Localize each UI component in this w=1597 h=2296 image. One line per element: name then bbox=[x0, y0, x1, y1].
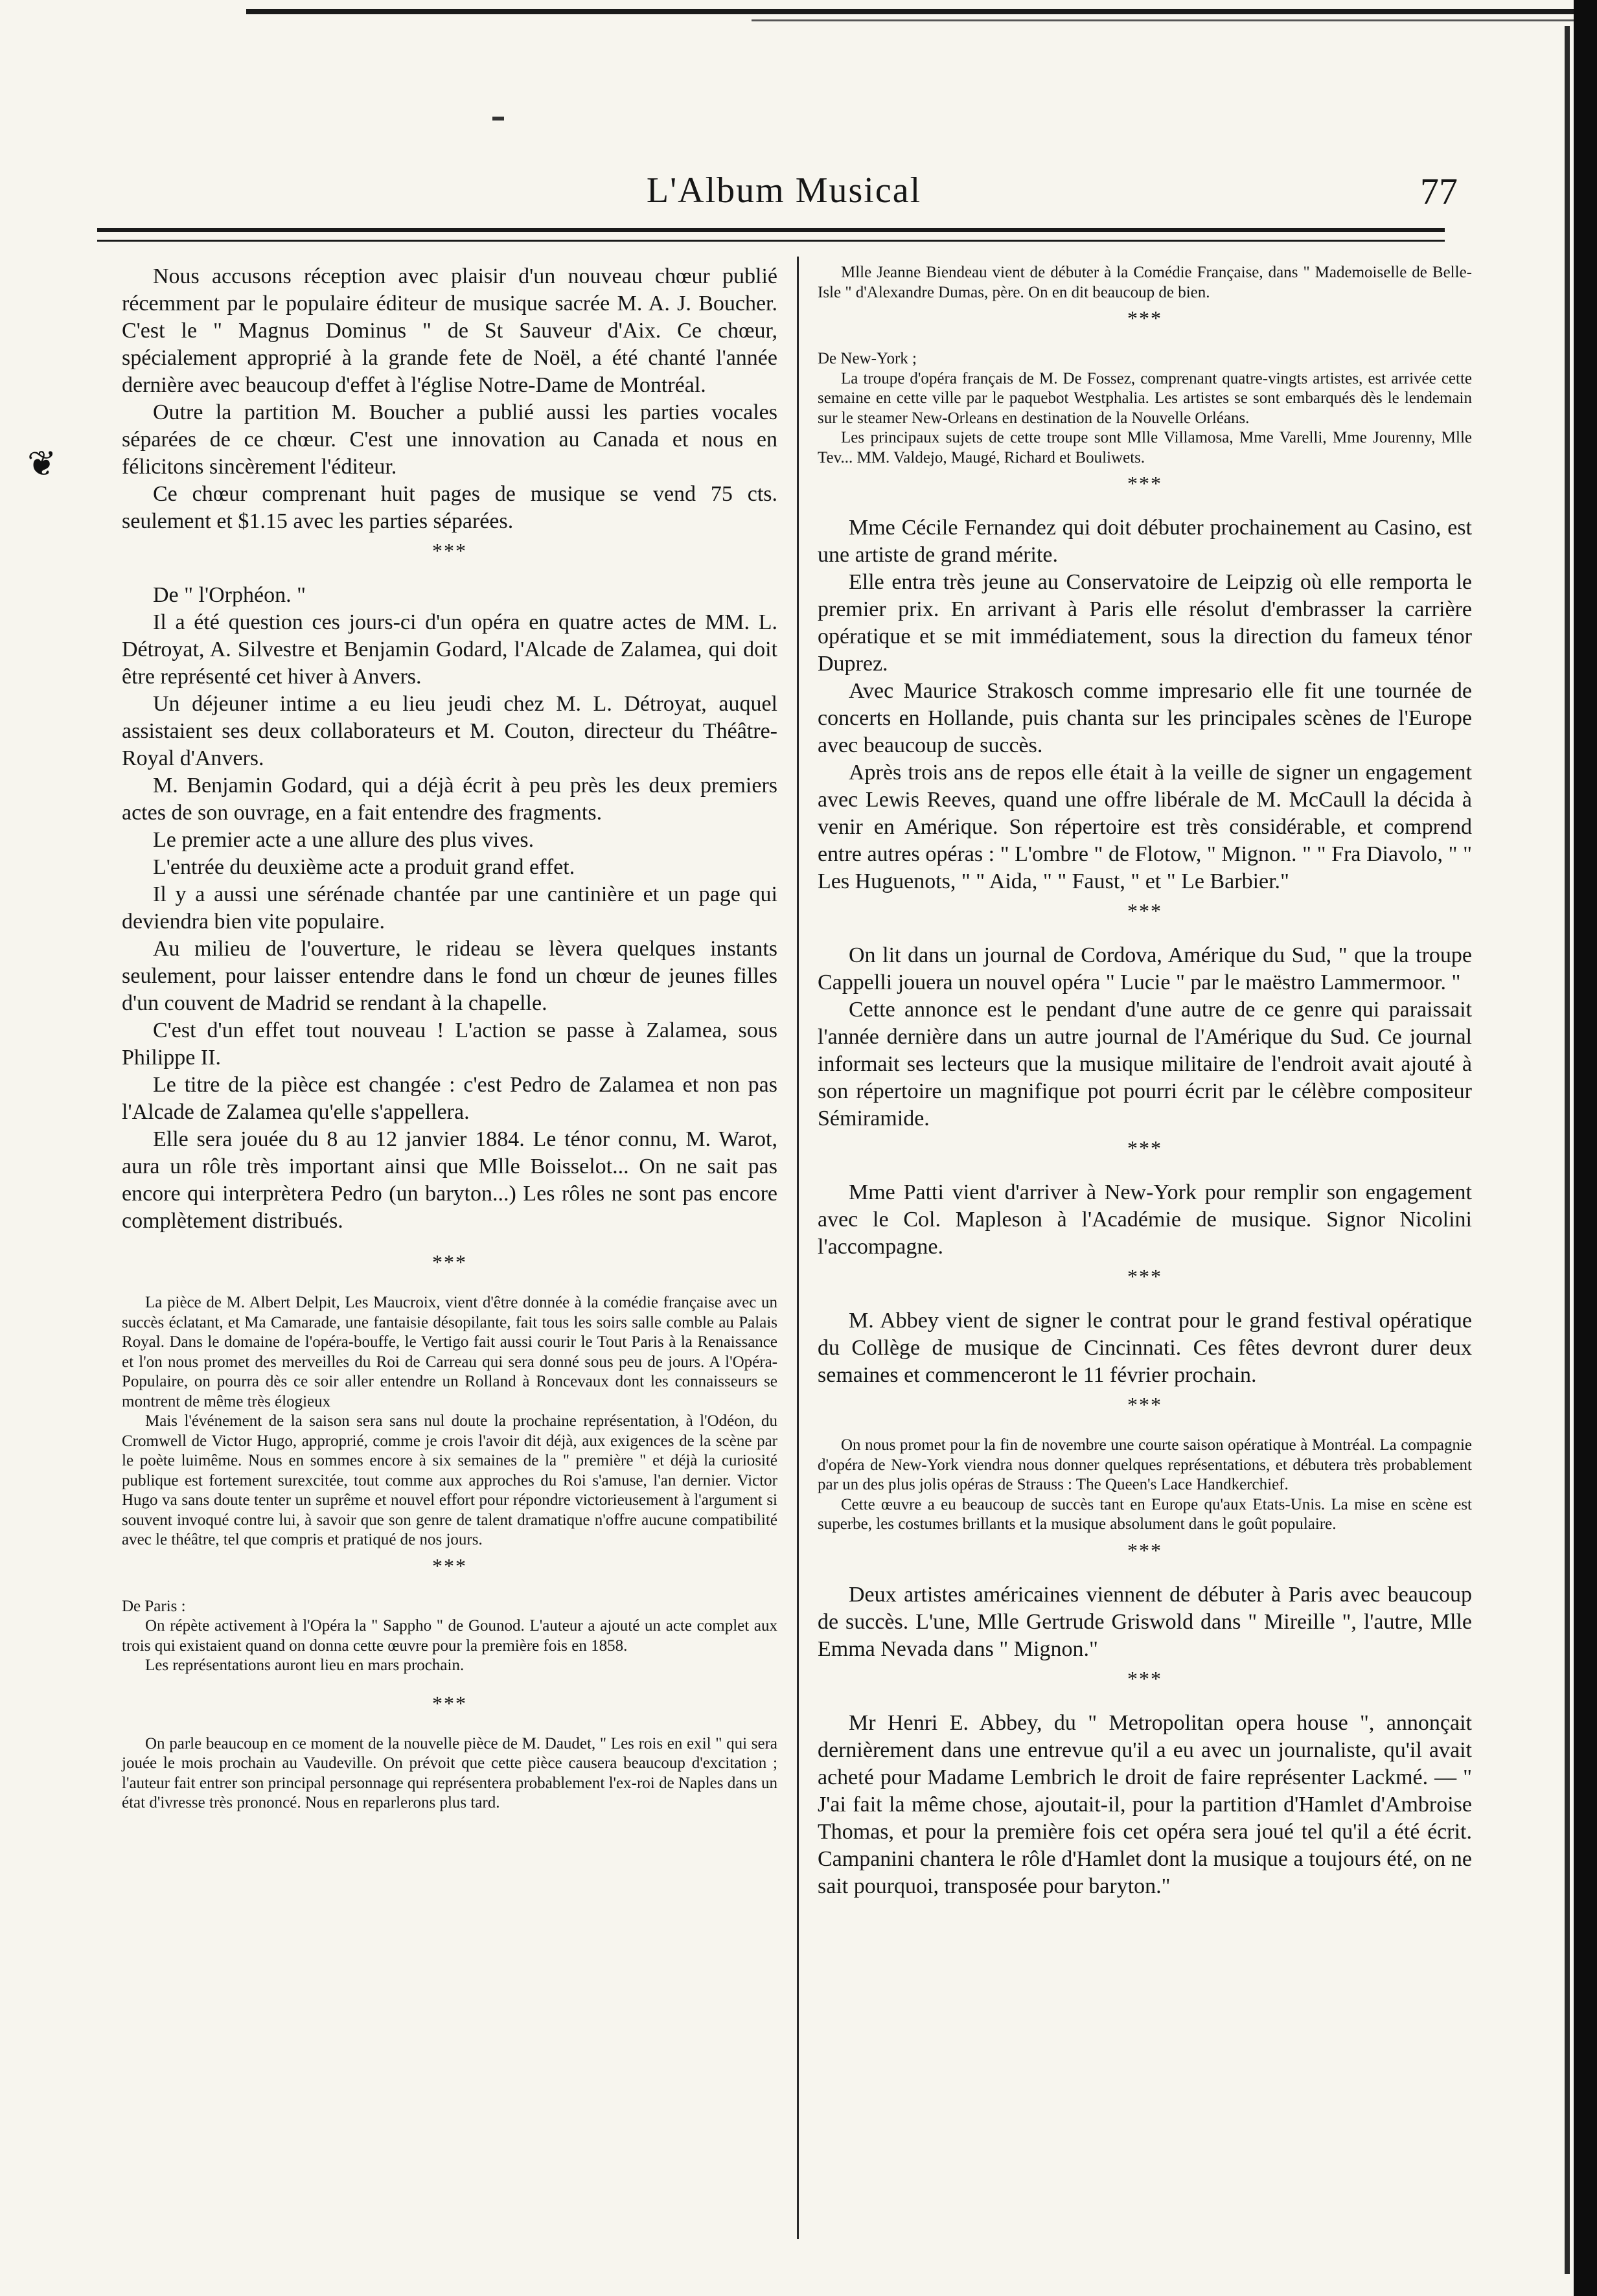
news-item: La troupe d'opéra français de M. De Fossez, comprenant quatre-vingts artistes, est arrivée cette semaine en cette ville par le paquebot Westphalia. Les artistes se sont embarqués dès le lendemain sur le steamer New-Orleans en destination de la Nouvelle Orléans. bbox=[818, 369, 1472, 427]
news-item: Les principaux sujets de cette troupe sont Mlle Villamosa, Mme Varelli, Mme Jourenny, Mlle Tev... MM. Valdejo, Maugé, Richard et Bouliwets. bbox=[818, 429, 1472, 466]
article-paragraph: Elle entra très jeune au Conservatoire de Leipzig où elle remporta le premier prix. En arrivant à Paris elle résolut d'embrasser la carrière opératique et se mit immédiatement, sous la direction du fameux ténor Duprez. bbox=[818, 570, 1472, 676]
article-paragraph: Le titre de la pièce est changée : c'est Pedro de Zalamea et non pas l'Alcade de Zalamea qu'elle s'appellera. bbox=[122, 1073, 777, 1124]
right-column bbox=[818, 263, 1472, 1900]
section-separator: *** bbox=[1127, 306, 1162, 330]
article-paragraph: Il a été question ces jours-ci d'un opéra en quatre actes de MM. L. Détroyat, A. Silvestre et Benjamin Godard, l'Alcade de Zalamea, qui doit être représenté cet hiver à Anvers. bbox=[122, 610, 777, 689]
article-paragraph: Mme Patti vient d'arriver à New-York pour remplir son engagement avec le Col. Mapleson à l'Académie de musique. Signor Nicolini l'accompagne. bbox=[818, 1180, 1472, 1259]
section-separator: *** bbox=[1127, 1666, 1162, 1690]
section-separator: *** bbox=[432, 539, 467, 562]
article-paragraph: C'est d'un effet tout nouveau ! L'action se passe à Zalamea, sous Philippe II. bbox=[122, 1018, 777, 1070]
column-divider bbox=[797, 257, 799, 2239]
section-separator: *** bbox=[1127, 472, 1162, 495]
section-separator: *** bbox=[1127, 1136, 1162, 1160]
article-paragraph: Outre la partition M. Boucher a publié aussi les parties vocales séparées de ce chœur. C'est une innovation au Canada et nous en félicitons sincèrement l'éditeur. bbox=[122, 400, 777, 479]
news-item: On parle beaucoup en ce moment de la nouvelle pièce de M. Daudet, " Les rois en exil " qui sera jouée le mois prochain au Vaudeville. On prévoit que cette pièce causera beaucoup d'excitation ; l'auteur fait entrer son principal personnage qui représentera probablement l'ex-roi de Naples dans un état d'ivresse très prononcé. Nous en reparlerons plus tard. bbox=[122, 1734, 777, 1811]
section-separator: *** bbox=[1127, 899, 1162, 923]
left-column bbox=[122, 263, 777, 1813]
news-item: Cette œuvre a eu beaucoup de succès tant en Europe qu'aux Etats-Unis. La mise en scène est superbe, les costumes brillants et la musique absolument dans le goût populaire. bbox=[818, 1495, 1472, 1533]
article-paragraph: Elle sera jouée du 8 au 12 janvier 1884. Le ténor connu, M. Warot, aura un rôle très important ainsi que Mlle Boisselot... On ne sait pas encore qui interprètera Pedro (un baryton...) Les rôles ne sont pas encore complètement distribués. bbox=[122, 1127, 777, 1233]
section-separator: *** bbox=[1127, 1538, 1162, 1562]
article-paragraph: Mme Cécile Fernandez qui doit débuter prochainement au Casino, est une artiste de grand mérite. bbox=[818, 516, 1472, 567]
article-paragraph: Avec Maurice Strakosch comme impresario elle fit une tournée de concerts en Hollande, puis chanta sur les principales scènes de l'Europe avec beaucoup de succès. bbox=[818, 679, 1472, 757]
article-paragraph: Cette annonce est le pendant d'une autre de ce genre qui paraissait l'année dernière dans un autre journal de l'Amérique du Sud. Ce journal informait ses lecteurs que la musique militaire de l'endroit avait ajouté à son répertoire un magnifique pot pourri écrit par le célèbre compositeur Sémiramide. bbox=[818, 998, 1472, 1131]
article-paragraph: Mr Henri E. Abbey, du " Metropolitan opera house ", annonçait dernièrement dans une entrevue qu'il a eu avec un journaliste, qu'il avait acheté pour Madame Lembrich le droit de faire représenter Lackmé. — " J'ai fait la même chose, ajoutait-il, pour la partition d'Hamlet d'Ambroise Thomas, et pour la première fois cet opéra sera joué tel qu'il a été écrit. Campanini chantera le rôle d'Hamlet dont la musique a toujours été, on ne sait pourquoi, transposée pour baryton." bbox=[818, 1710, 1472, 1898]
scan-artifact-dash bbox=[492, 117, 504, 121]
section-separator: *** bbox=[432, 1250, 467, 1274]
article-paragraph: Après trois ans de repos elle était à la veille de signer un engagement avec Lewis Reeves, quand une offre libérale de M. McCaull la décida à venir en Amérique. Son répertoire est très considérable, et comprend entre autres opéras : " L'ombre " de Flotow, " Mignon. " " Fra Diavolo, " " Les Huguenots, " " Aida, " " Faust, " et " Le Barbier." bbox=[818, 761, 1472, 893]
header-rule-thin bbox=[97, 240, 1445, 242]
article-paragraph: Ce chœur comprenant huit pages de musique se vend 75 cts. seulement et $1.15 avec les parties séparées. bbox=[122, 482, 777, 533]
header-rule-thick bbox=[97, 228, 1445, 232]
section-separator: *** bbox=[432, 1691, 467, 1715]
scan-artifact-top bbox=[246, 9, 1574, 14]
news-item: On nous promet pour la fin de novembre une courte saison opératique à Montréal. La compagnie d'opéra de New-York viendra nous donner quelques représentations, et débutera très probablement par un des plus jolis opéras de Strauss : The Queen's Lace Handkerchief. bbox=[818, 1436, 1472, 1493]
article-paragraph: M. Benjamin Godard, qui a déjà écrit à peu près les deux premiers actes de son ouvrage, en a fait entendre des fragments. bbox=[122, 774, 777, 825]
article-paragraph: M. Abbey vient de signer le contrat pour le grand festival opératique du Collège de musique de Cincinnati. Ces fêtes devront durer deux semaines et commenceront le 11 février prochain. bbox=[818, 1309, 1472, 1387]
news-item: Les représentations auront lieu en mars prochain. bbox=[145, 1657, 465, 1674]
section-separator: *** bbox=[1127, 1265, 1162, 1288]
article-paragraph: Un déjeuner intime a eu lieu jeudi chez M. L. Détroyat, auquel assistaient ses deux collaborateurs et M. Couton, directeur du Théâtre-Royal d'Anvers. bbox=[122, 692, 777, 770]
page-number: 77 bbox=[1420, 170, 1458, 212]
article-paragraph: Nous accusons réception avec plaisir d'un nouveau chœur publié récemment par le populaire éditeur de musique sacrée M. A. J. Boucher. C'est le " Magnus Dominus " de St Sauveur d'Aix. Ce chœur, spécialement approprié à la grande fete de Noël, a été chanté l'année dernière avec beaucoup d'effet à l'église Notre-Dame de Montréal. bbox=[122, 264, 777, 397]
article-paragraph: Il y a aussi une sérénade chantée par une cantinière et un page qui deviendra bien vite populaire. bbox=[122, 882, 777, 934]
news-item: Mais l'événement de la saison sera sans nul doute la prochaine représentation, à l'Odéon, du Cromwell de Victor Hugo, approprié, comme je crois l'avoir dit déjà, aux exigences de la scène par le poète luimême. Nous en sommes encore à six semaines de la " première " et déjà la curiosité publique est fortement surexcitée, tout comme aux approches du Roi s'amuse, l'an dernier. Victor Hugo va sans doute tenter un suprême et nouvel effort pour répondre victorieusement à l'argument si souvent invoqué contre lui, à savoir que son genre de talent dramatique n'offre aucune compatibilité avec le théâtre, tel que compris et pratiqué de nos jours. bbox=[122, 1412, 777, 1548]
section-separator: *** bbox=[432, 1554, 467, 1578]
scan-artifact-top-thin bbox=[752, 19, 1574, 21]
journal-title: L'Album Musical bbox=[646, 170, 922, 211]
article-paragraph: Le premier acte a une allure des plus vives. bbox=[153, 828, 534, 852]
news-item: Mlle Jeanne Biendeau vient de débuter à la Comédie Française, dans " Mademoiselle de Belle-Isle " d'Alexandre Dumas, père. On en dit beaucoup de bien. bbox=[818, 264, 1472, 301]
margin-mark-icon: ❦ bbox=[27, 443, 57, 484]
section-separator: *** bbox=[1127, 1393, 1162, 1416]
source-label: De " l'Orphéon. " bbox=[153, 583, 306, 607]
news-item: On répète activement à l'Opéra la " Sappho " de Gounod. L'auteur a ajouté un acte complet aux trois qui existaient quand on donna cette œuvre pour la première fois en 1858. bbox=[122, 1617, 777, 1655]
source-label: De New-York ; bbox=[818, 350, 917, 367]
article-paragraph: Au milieu de l'ouverture, le rideau se lèvera quelques instants seulement, pour laisser entendre dans le fond un chœur de jeunes filles d'un couvent de Madrid se rendant à la chapelle. bbox=[122, 937, 777, 1015]
news-item: La pièce de M. Albert Delpit, Les Maucroix, vient d'être donnée à la comédie française avec un succès éclatant, et Ma Camarade, une fantaisie désopilante, fait tous les soirs salle comble au Palais Royal. Dans le domaine de l'opéra-bouffe, le Vertigo fait aussi courir le Tout Paris à la Renaissance et l'on nous promet des merveilles du Roi de Carreau qui sera donné sous peu de jours. A l'Opéra-Populaire, on pourra dès ce soir aller entendre un Rolland à Roncevaux dont les connaisseurs se montrent de même très élogieux bbox=[122, 1294, 777, 1410]
article-paragraph: L'entrée du deuxième acte a produit grand effet. bbox=[153, 855, 575, 879]
article-paragraph: Deux artistes américaines viennent de débuter à Paris avec beaucoup de succès. L'une, Mlle Gertrude Griswold dans " Mireille ", l'autre, Mlle Emma Nevada dans " Mignon." bbox=[818, 1582, 1472, 1661]
article-paragraph: On lit dans un journal de Cordova, Amérique du Sud, " que la troupe Cappelli jouera un nouvel opéra " Lucie " par le maëstro Lammermoor. " bbox=[818, 943, 1472, 994]
page-header bbox=[97, 170, 1471, 215]
source-label: De Paris : bbox=[122, 1597, 186, 1615]
page-edge bbox=[1574, 0, 1597, 2296]
